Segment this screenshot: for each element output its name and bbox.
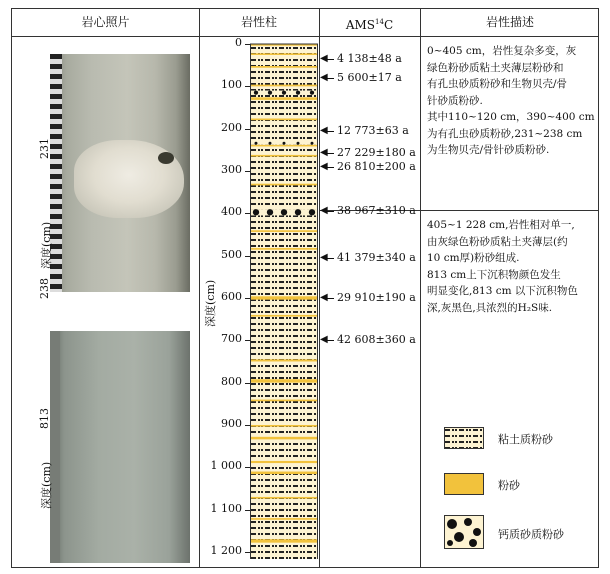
silt-layer (250, 518, 318, 520)
silt-layer (250, 97, 318, 100)
depth-tick (245, 467, 250, 468)
silt-layer (250, 461, 318, 463)
ams-age-label: 26 810±200 a (337, 159, 416, 173)
age-arrow: ◀ (320, 291, 328, 303)
age-arrow-line (326, 59, 334, 60)
silt-layer (250, 539, 318, 542)
header-ams: AMS$^{14}$C (345, 18, 394, 32)
header-description: 岩性描述 (485, 15, 534, 29)
silt-layer (250, 296, 318, 299)
desc-line: 405~1 228 cm,岩性相对单一, (427, 219, 575, 231)
silt-layer (250, 53, 318, 55)
silt-layer (250, 472, 318, 475)
desc-line: 其中110~120 cm，390~400 cm (427, 111, 595, 123)
dark-spot (158, 152, 174, 164)
calcareous-layer (250, 142, 318, 145)
silt-layer (250, 315, 318, 317)
desc-line: 深,灰黑色,具浓烈的H₂S味. (427, 301, 553, 314)
photo-depth-813: 813 (38, 408, 51, 429)
ams-age-label: 5 600±17 a (337, 70, 402, 84)
ams-age-label: 42 608±360 a (337, 333, 416, 347)
depth-tick (245, 340, 250, 341)
legend-swatch-silt (444, 473, 484, 495)
depth-tick-label: 1 000 (210, 459, 242, 473)
age-arrow: ◀ (320, 160, 328, 172)
depth-tick (245, 44, 250, 45)
depth-tick (245, 256, 250, 257)
desc-line: 为生物贝壳/骨针砂质粉砂. (427, 144, 550, 156)
age-arrow-line (326, 153, 334, 154)
age-arrow-line (326, 258, 334, 259)
desc-line: 813 cm上下沉积物颜色发生 (427, 268, 561, 281)
lithology-column (250, 39, 320, 559)
header-column: 岩性柱 (240, 15, 277, 29)
description-lower (427, 217, 597, 316)
age-arrow-line (326, 340, 334, 341)
legend-label-clay-silt: 粘土质粉砂 (498, 433, 553, 446)
depth-tick (245, 86, 250, 87)
ams-age-label: 41 379±340 a (337, 250, 416, 264)
desc-line: 明显变化,813 cm 以下沉积物色 (427, 285, 578, 297)
photo-depth-231: 231 (38, 138, 51, 159)
desc-line: 有孔虫砂质粉砂和生物贝壳/骨 (427, 78, 568, 90)
depth-tick-label: 500 (221, 247, 242, 261)
age-arrow-line (326, 78, 334, 79)
silt-layer (250, 119, 318, 121)
silt-layer (250, 379, 318, 382)
age-arrow: ◀ (320, 147, 328, 159)
depth-tick (245, 129, 250, 130)
silt-layer (250, 248, 318, 250)
ams-age-label: 4 138±48 a (337, 51, 402, 65)
depth-tick (245, 171, 250, 172)
depth-tick-label: 0 (235, 36, 242, 49)
silt-layer (250, 66, 318, 68)
desc-line: 10 cm厚)粉砂组成. (427, 252, 520, 264)
age-arrow-line (326, 298, 334, 299)
depth-tick-label: 200 (221, 120, 242, 134)
age-arrow: ◀ (320, 52, 328, 64)
age-arrow: ◀ (320, 71, 328, 83)
legend-label-silt: 粉砂 (498, 479, 520, 492)
photo-axis-label-lower: 深度(cm) (40, 461, 53, 509)
photo-axis-label-upper: 深度(cm) (40, 221, 53, 269)
age-arrow: ◀ (320, 124, 328, 136)
age-arrow: ◀ (320, 205, 328, 217)
age-arrow: ◀ (320, 334, 328, 346)
desc-line: 绿色粉砂质粘土夹薄层粉砂和 (427, 61, 564, 74)
desc-line: 0~405 cm，岩性复杂多变，灰 (427, 45, 577, 57)
ams-age-label: 27 229±180 a (337, 146, 416, 160)
desc-line: 为有孔虫砂质粉砂,231~238 cm (427, 127, 583, 140)
legend-swatch-clay-silt (444, 427, 484, 449)
depth-tick-label: 700 (221, 332, 242, 346)
core-photo-lower (50, 331, 190, 563)
silt-layer (250, 230, 318, 232)
desc-line: 由灰绿色粉砂质粘土夹薄层(约 (427, 235, 568, 248)
calcareous-layer (250, 91, 318, 95)
silt-layer (250, 155, 318, 157)
ams-age-label: 12 773±63 a (337, 123, 409, 137)
silt-layer (250, 497, 318, 499)
silt-layer (250, 400, 318, 402)
age-arrow-line (326, 131, 334, 132)
description-upper (427, 43, 597, 159)
col-divider (420, 9, 421, 567)
clay-silt-layer (250, 44, 318, 559)
figure-table (11, 8, 599, 568)
ams-age-label: 38 967±310 a (337, 204, 416, 218)
depth-tick-label: 600 (221, 289, 242, 303)
silt-layer (250, 145, 318, 147)
age-arrow-line (326, 211, 334, 212)
depth-tick (245, 298, 250, 299)
depth-tick (245, 425, 250, 426)
calcareous-layer (250, 209, 318, 215)
column-axis-label: 深度(cm) (204, 279, 217, 327)
header-photo: 岩心照片 (81, 15, 130, 29)
depth-tick-label: 300 (221, 162, 242, 176)
depth-tick-label: 1 100 (210, 501, 242, 515)
depth-tick-label: 400 (221, 205, 242, 219)
depth-tick (245, 383, 250, 384)
photo-depth-238: 238 (38, 278, 51, 299)
age-arrow: ◀ (320, 251, 328, 263)
legend (444, 427, 594, 557)
depth-tick-label: 900 (221, 416, 242, 430)
legend-swatch-calcareous (444, 515, 484, 549)
depth-tick-label: 100 (221, 78, 242, 92)
desc-line: 针砂质粉砂. (427, 94, 483, 107)
ams-age-label: 29 910±190 a (337, 290, 416, 304)
depth-tick-label: 800 (221, 374, 242, 388)
depth-tick (245, 552, 250, 553)
silt-layer (250, 359, 318, 361)
depth-tick-label: 1 200 (210, 543, 242, 557)
header-divider (12, 36, 598, 37)
col-divider (199, 9, 200, 567)
silt-layer (250, 437, 318, 440)
silt-layer (250, 85, 318, 87)
depth-tick (245, 213, 250, 214)
silt-layer (250, 184, 318, 186)
core-edge (50, 331, 60, 563)
core-photo-upper (50, 54, 190, 292)
depth-tick (245, 510, 250, 511)
age-arrow-line (326, 167, 334, 168)
legend-label-calcareous: 钙质砂质粉砂 (498, 528, 564, 541)
silt-layer (250, 425, 318, 427)
